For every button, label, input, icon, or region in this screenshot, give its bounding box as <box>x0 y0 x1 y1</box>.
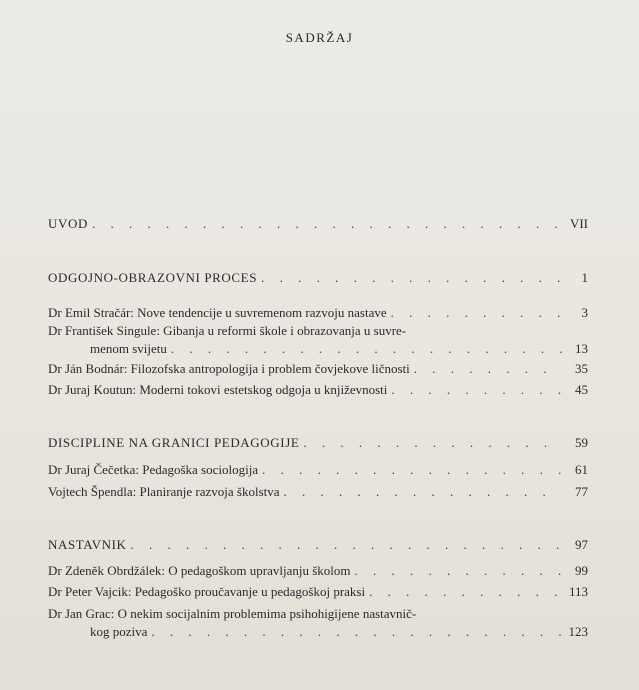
toc-page-number: 123 <box>568 624 588 639</box>
dot-leader <box>391 382 562 398</box>
toc-section-nastavnik <box>48 537 588 553</box>
toc-entry-title: Dr Juraj Čečetka: Pedagoška sociologija <box>48 462 259 477</box>
toc-page-number: 77 <box>575 484 588 499</box>
toc-entry-continuation <box>90 341 588 357</box>
dot-leader <box>151 624 562 640</box>
toc-entry <box>48 606 588 622</box>
toc-page-number: 99 <box>575 563 588 578</box>
toc-entry <box>48 361 588 377</box>
toc-page-number: VII <box>569 216 588 231</box>
toc-entry-title: menom svijetu <box>90 341 167 356</box>
dot-leader <box>284 484 562 500</box>
toc-entry-title: Vojtech Špendla: Planiranje razvoja školstva <box>48 484 280 499</box>
dot-leader <box>92 216 562 232</box>
toc-entry-title: Dr Ján Bodnár: Filozofska antropologija i problem čovjekove ličnosti <box>48 361 410 376</box>
toc-entry-continuation <box>90 624 588 640</box>
toc-entry-title: kog poziva <box>90 624 148 639</box>
dot-leader <box>262 462 562 478</box>
toc-entry-title: Dr Zdeněk Obrdžálek: O pedagoškom upravljanju školom <box>48 563 351 578</box>
toc-entry-title: Dr Juraj Koutun: Moderni tokovi estetskog odgoja u književnosti <box>48 382 388 397</box>
dot-leader <box>303 435 562 451</box>
toc-page-number: 3 <box>581 305 588 320</box>
toc-entry <box>48 563 588 579</box>
dot-leader <box>131 537 562 553</box>
page-title: SADRŽAJ <box>285 30 354 45</box>
toc-entry-title: UVOD <box>48 216 88 231</box>
dot-leader <box>261 270 562 286</box>
toc-page-number: 35 <box>575 361 588 376</box>
toc-entry-title: DISCIPLINE NA GRANICI PEDAGOGIJE <box>48 435 300 450</box>
dot-leader <box>414 361 562 377</box>
toc-page-number: 1 <box>581 270 588 285</box>
toc-entry <box>48 484 588 500</box>
toc-page-number: 61 <box>575 462 588 477</box>
toc-entry <box>48 305 588 321</box>
toc-section-odgojno <box>48 270 588 286</box>
toc-entry-title: ODGOJNO-OBRAZOVNI PROCES <box>48 270 258 285</box>
toc-section-discipline <box>48 435 588 451</box>
toc-entry-title: Dr Emil Stračár: Nove tendencije u suvremenom razvoju nastave <box>48 305 387 320</box>
toc-entry-title: Dr Peter Vajcik: Pedagoško proučavanje u pedagoškoj praksi <box>48 584 366 599</box>
toc-entry <box>48 382 588 398</box>
toc-section-uvod <box>48 216 588 232</box>
toc-page-number: 113 <box>568 584 588 599</box>
toc-entry <box>48 462 588 478</box>
toc-page-number: 59 <box>575 435 588 450</box>
dot-leader <box>391 305 562 321</box>
dot-leader <box>171 341 562 357</box>
toc-page-number: 45 <box>575 382 588 397</box>
toc-entry <box>48 584 588 600</box>
toc-entry-title: Dr František Singule: Gibanja u reformi škole i obrazovanja u suvre- <box>48 323 407 338</box>
dot-leader <box>355 563 562 579</box>
toc-entry-title: NASTAVNIK <box>48 537 127 552</box>
toc-page-number: 13 <box>575 341 588 356</box>
toc-page-number: 97 <box>575 537 588 552</box>
toc-entry <box>48 323 588 339</box>
toc-entry-title: Dr Jan Grac: O nekim socijalnim problemima psihohigijene nastavnič- <box>48 606 417 621</box>
dot-leader <box>369 584 562 600</box>
